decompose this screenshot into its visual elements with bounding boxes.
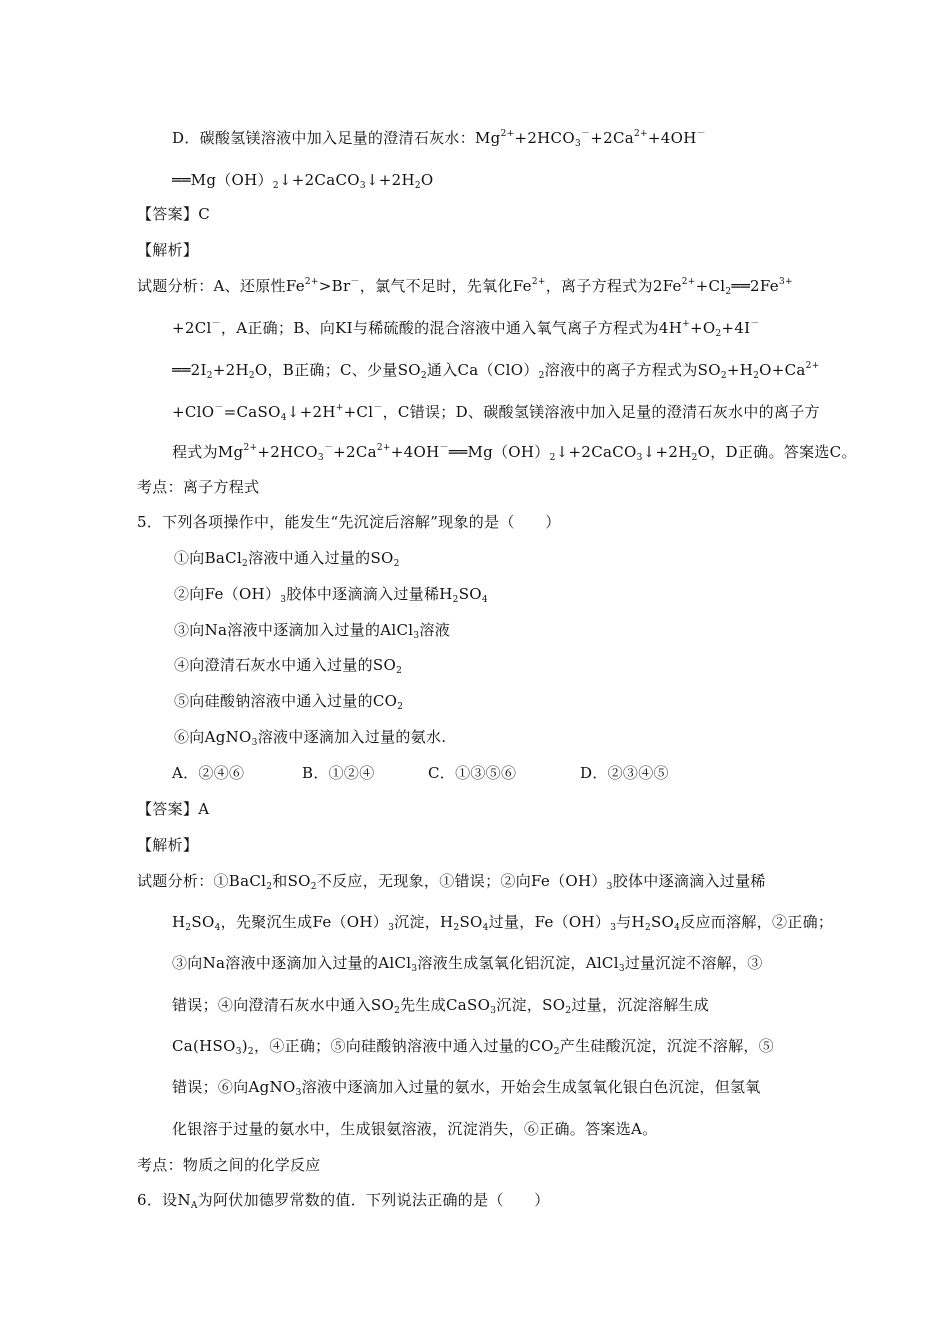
text: ══2Fe (731, 277, 779, 295)
subscript: 2 (247, 1047, 254, 1057)
text: ) (241, 1037, 248, 1055)
text: O (420, 171, 434, 189)
text: ↓+2CaCO (555, 443, 637, 461)
text: =CaSO (223, 403, 281, 421)
text: >Br (318, 277, 351, 295)
text: 溶液中通入过量的SO (248, 549, 394, 567)
subscript: 2 (396, 666, 403, 676)
superscript: － (580, 129, 591, 139)
subscript: 2 (397, 702, 404, 712)
subscript: 2 (393, 559, 400, 569)
q4-analysis-line5 (172, 442, 857, 462)
text: ，④正确；⑤向硅酸钠溶液中通入过量的CO (253, 1037, 554, 1055)
q6-stem (137, 1190, 550, 1210)
text: ⑥向AgNO (174, 728, 252, 746)
q5-answer: 【答案】A (137, 800, 210, 818)
text: 溶液 (419, 621, 451, 639)
q4-option-d-line1 (172, 128, 706, 148)
text: ══Mg（OH） (172, 171, 273, 189)
subscript: 3 (251, 738, 258, 748)
q5-item-5 (174, 691, 403, 711)
text: 过量，Fe（OH） (488, 913, 611, 931)
text: 溶液中的离子方程式为SO (544, 361, 721, 379)
superscript: － (214, 403, 224, 413)
text: ②向Fe（OH） (174, 585, 281, 603)
text: 沉淀，SO (496, 996, 566, 1014)
text: 过量，沉淀溶解生成 (571, 996, 710, 1014)
text: +2Ca (333, 443, 377, 461)
subscript: 2 (453, 923, 460, 933)
text: ↓+2H (642, 443, 692, 461)
text: ，先聚沉生成Fe（OH） (220, 913, 389, 931)
q5-analysis-line7: 化银溶于过量的氨水中，生成银氨溶液，沉淀消失，⑥正确。答案选A。 (172, 1120, 658, 1138)
superscript: + (682, 319, 690, 329)
q5-item-4 (174, 655, 402, 675)
text: Ca(HSO (172, 1037, 236, 1055)
superscript: 3+ (778, 277, 793, 287)
text: ④向澄清石灰水中通入过量的SO (174, 656, 397, 674)
subscript: 3 (413, 631, 420, 641)
subscript: 2 (644, 923, 651, 933)
text: +O (689, 319, 716, 337)
text: ，A正确；B、向KI与稀硫酸的混合溶液中通入氧气离子方程式为4H (220, 319, 683, 337)
subscript: 3 (388, 923, 395, 933)
q5-kaodian: 考点：物质之间的化学反应 (137, 1156, 321, 1174)
q5-choice-b: B．①②④ (302, 764, 375, 782)
text: +2HCO (514, 129, 575, 147)
text: +2HCO (257, 443, 318, 461)
superscript: 2+ (531, 277, 546, 287)
subscript: 3 (574, 139, 581, 149)
superscript: － (373, 403, 383, 413)
subscript: 4 (482, 923, 489, 933)
text: ══2I (172, 361, 207, 379)
subscript: 3 (359, 181, 366, 191)
text: 试题分析：①BaCl (137, 872, 267, 890)
superscript: + (335, 403, 344, 413)
text: ══Mg（OH） (448, 443, 550, 461)
subscript: 3 (490, 1006, 497, 1016)
subscript: 2 (242, 559, 249, 569)
subscript: 3 (636, 453, 643, 463)
q5-item-6 (174, 727, 446, 747)
subscript: 2 (753, 371, 760, 381)
q5-analysis-line4 (172, 995, 709, 1015)
superscript: － (750, 319, 760, 329)
subscript: A (190, 1201, 198, 1211)
text: ↓+2CaCO (278, 171, 360, 189)
text: 通入Ca（ClO） (426, 361, 539, 379)
text: 错误；④向澄清石灰水中通入SO (172, 996, 395, 1014)
text: ⑤向硅酸钠溶液中通入过量的CO (174, 692, 398, 710)
q5-analysis-line3 (172, 953, 763, 973)
text: ↓+2H (365, 171, 415, 189)
text: +2H (212, 361, 249, 379)
q4-analysis-label: 【解析】 (137, 241, 199, 259)
text: 产生硅酸沉淀，沉淀不溶解，⑤ (559, 1037, 774, 1055)
subscript: 2 (272, 181, 279, 191)
text: 反应而溶解，②正确； (680, 913, 834, 931)
superscript: 2+ (500, 129, 515, 139)
subscript: 4 (674, 923, 681, 933)
text: 6．设N (137, 1191, 191, 1209)
superscript: 2+ (681, 277, 696, 287)
text: D．碳酸氢镁溶液中加入足量的澄清石灰水：Mg (172, 129, 501, 147)
text: ，C错误；D、碳酸氢镁溶液中加入足量的澄清石灰水中的离子方 (382, 403, 820, 421)
q5-choice-c: C．①③⑤⑥ (428, 764, 517, 782)
subscript: 2 (420, 371, 427, 381)
text: 为阿伏加德罗常数的值．下列说法正确的是（ ） (197, 1191, 550, 1209)
superscript: 2+ (304, 277, 319, 287)
text: +2Cl (172, 319, 212, 337)
subscript: 2 (394, 1006, 401, 1016)
text: 试题分析：A、还原性Fe (137, 277, 305, 295)
q4-answer: 【答案】C (137, 205, 210, 223)
superscript: 2+ (243, 443, 258, 453)
subscript: 2 (452, 595, 459, 605)
text: O，B正确；C、少量SO (254, 361, 421, 379)
q5-analysis-line1 (137, 871, 766, 891)
subscript: 3 (606, 882, 613, 892)
text: SO (650, 913, 675, 931)
text: SO (191, 913, 215, 931)
subscript: 2 (185, 923, 192, 933)
subscript: 2 (206, 371, 213, 381)
subscript: 2 (553, 1047, 560, 1057)
subscript: 2 (248, 371, 255, 381)
subscript: 2 (725, 287, 732, 297)
text: +H (726, 361, 754, 379)
text: +4OH (647, 129, 697, 147)
q5-analysis-line5 (172, 1036, 774, 1056)
text: 溶液中逐滴加入过量的氨水. (257, 728, 447, 746)
superscript: － (696, 129, 706, 139)
subscript: 2 (691, 453, 698, 463)
subscript: 2 (565, 1006, 572, 1016)
subscript: 3 (235, 1047, 242, 1057)
text: SO (459, 913, 483, 931)
q4-analysis-line4 (172, 402, 820, 422)
text: ①向BaCl (174, 549, 243, 567)
superscript: － (211, 319, 221, 329)
superscript: 2+ (376, 443, 391, 453)
subscript: 2 (266, 882, 273, 892)
subscript: 3 (618, 964, 625, 974)
subscript: 4 (280, 413, 287, 423)
q4-kaodian: 考点：离子方程式 (137, 478, 260, 496)
text: ③向Na溶液中逐滴加入过量的AlCl (174, 621, 414, 639)
text: 溶液中逐滴加入过量的氨水，开始会生成氢氧化银白色沉淀，但氢氧 (301, 1078, 761, 1096)
text: 程式为Mg (172, 443, 244, 461)
superscript: 2+ (805, 361, 820, 371)
subscript: 3 (295, 1088, 302, 1098)
subscript: 4 (481, 595, 488, 605)
q5-item-2 (174, 584, 488, 604)
q5-choice-a: A．②④⑥ (172, 764, 245, 782)
q5-analysis-label: 【解析】 (137, 836, 199, 854)
text: +Cl (343, 403, 374, 421)
superscript: 2+ (634, 129, 648, 139)
text: +4I (721, 319, 751, 337)
text: 胶体中逐滴滴入过量稀H (286, 585, 453, 603)
subscript: 3 (280, 595, 287, 605)
superscript: － (323, 443, 334, 453)
subscript: 3 (610, 923, 617, 933)
subscript: 2 (549, 453, 556, 463)
text: ↓+2H (286, 403, 336, 421)
text: ③向Na溶液中逐滴加入过量的AlCl (172, 954, 412, 972)
text: 错误；⑥向AgNO (172, 1078, 296, 1096)
text: 不反应，无现象，①错误；②向Fe（OH） (316, 872, 607, 890)
q5-stem: 5．下列各项操作中，能发生“先沉淀后溶解”现象的是（ ） (137, 513, 561, 531)
subscript: 2 (715, 329, 722, 339)
text: 过量沉淀不溶解，③ (624, 954, 763, 972)
text: 先生成CaSO (400, 996, 491, 1014)
subscript: 2 (414, 181, 421, 191)
text: ，离子方程式为2Fe (545, 277, 682, 295)
text: +4OH (390, 443, 440, 461)
text: O+Ca (759, 361, 806, 379)
q4-analysis-line1 (137, 276, 793, 296)
text: ，氯气不足时，先氧化Fe (359, 277, 532, 295)
subscript: 2 (538, 371, 545, 381)
text: 胶体中逐滴滴入过量稀 (612, 872, 766, 890)
text: +ClO (172, 403, 215, 421)
q5-item-1 (174, 548, 400, 568)
superscript: － (439, 443, 449, 453)
subscript: 2 (310, 882, 317, 892)
text: 溶液生成氢氧化铝沉淀，AlCl (417, 954, 619, 972)
subscript: 4 (214, 923, 221, 933)
superscript: － (350, 277, 360, 287)
subscript: 3 (317, 453, 324, 463)
q4-analysis-line3 (172, 360, 820, 380)
q5-choice-d: D．②③④⑤ (580, 764, 669, 782)
text: +Cl (695, 277, 726, 295)
q5-item-3 (174, 620, 450, 640)
q4-analysis-line2 (172, 318, 760, 338)
text: 与H (616, 913, 645, 931)
text: 和SO (272, 872, 311, 890)
text: O，D正确。答案选C。 (697, 443, 857, 461)
text: SO (458, 585, 482, 603)
q4-option-d-line2 (172, 170, 433, 190)
subscript: 2 (720, 371, 727, 381)
text: 沉淀，H (394, 913, 454, 931)
q5-analysis-line2 (172, 912, 833, 932)
q5-analysis-line6 (172, 1077, 761, 1097)
text: H (172, 913, 186, 931)
subscript: 3 (411, 964, 418, 974)
text: +2Ca (590, 129, 635, 147)
